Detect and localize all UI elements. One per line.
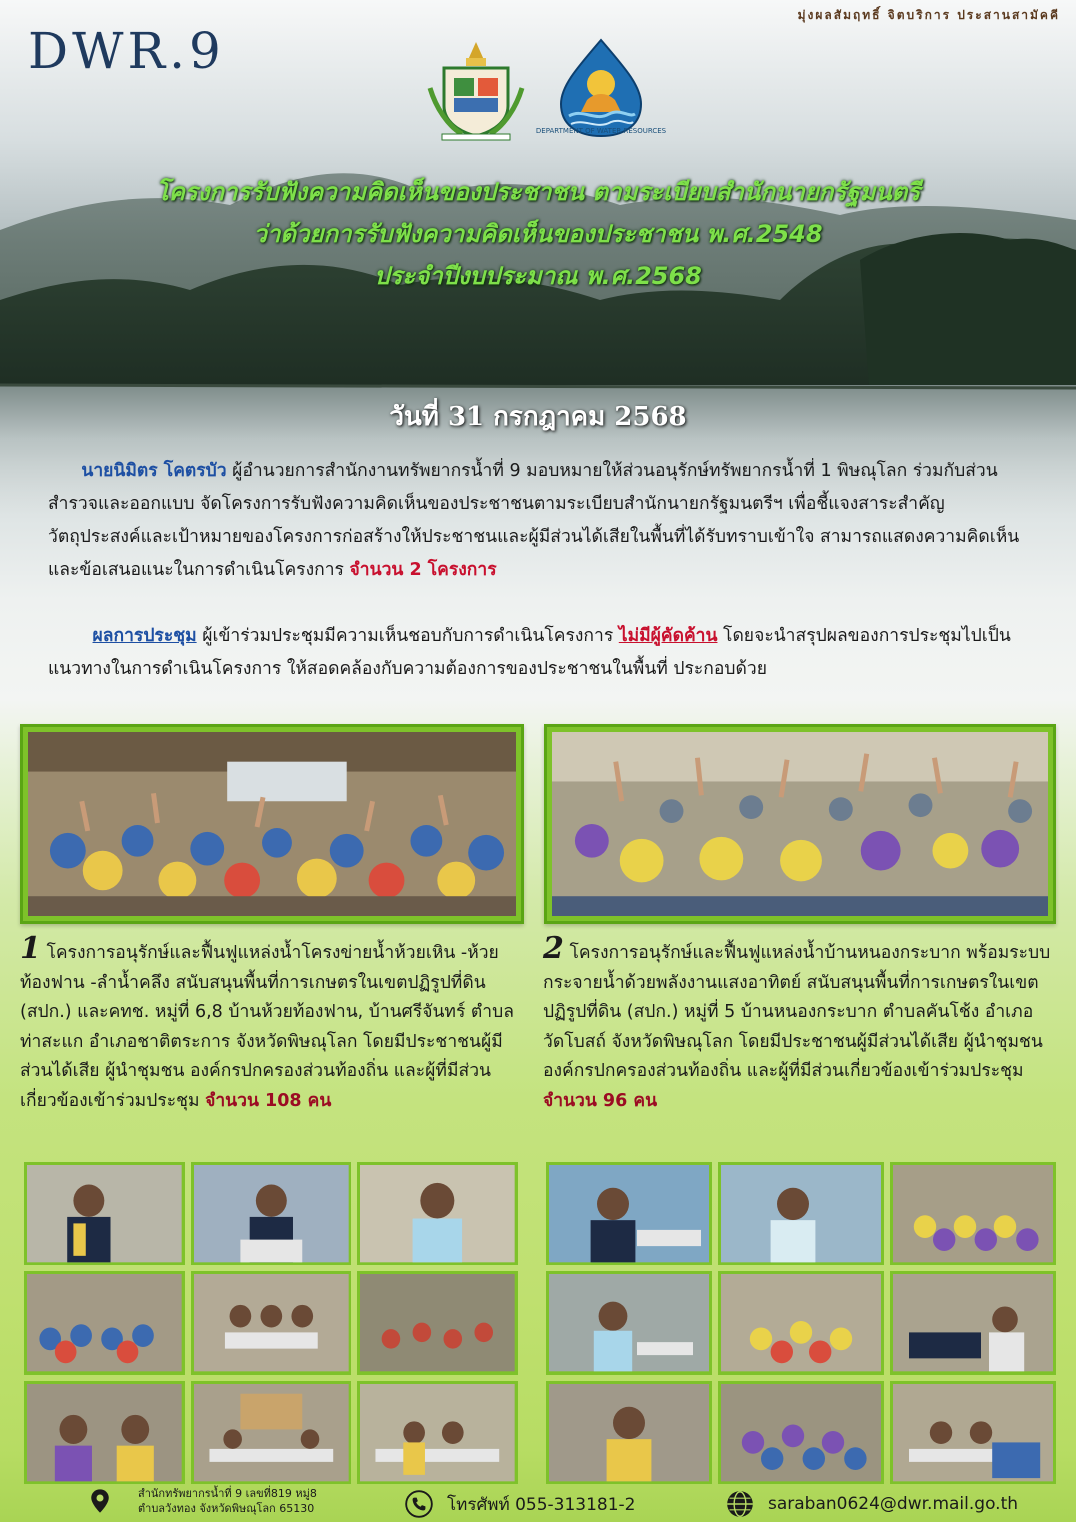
address-line-1: สำนักทรัพยากรน้ำที่ 9 เลขที่819 หมู่8 bbox=[138, 1487, 317, 1500]
project-1-description bbox=[20, 931, 520, 1116]
intro-text: ผู้อำนวยการสำนักงานทรัพยากรน้ำที่ 9 มอบหมายให้ส่วนอนุรักษ์ทรัพยากรน้ำที่ 1 พิษณุโลก ร่วมกับส่วนสำรวจและออกแบบ จัดโครงการรับฟังความคิดเห็นของประชาชนตามระเบียบสำนักนายกรัฐมนตรีฯ เพื่อชี้แจงสาระสำคัญ วัตถุประสงค์และเป้าหมายของโครงการก่อสร้างให้ประชาชนและผู้มีส่วนได้เสียในพื้นที่ได้รับทราบเข้าใจ สามารถแสดงความคิดเห็นและข้อเสนอแนะในการดำเนินโครงการ bbox=[48, 461, 1020, 580]
photo-thumbnail bbox=[191, 1162, 352, 1265]
photo-thumbnail bbox=[24, 1271, 185, 1374]
event-date: วันที่ 31 กรกฎาคม 2568 bbox=[389, 402, 687, 432]
project-2-text: โครงการอนุรักษ์และฟื้นฟูแหล่งน้ำบ้านหนองกระบาก พร้อมระบบกระจายน้ำด้วยพลังงานแสงอาทิตย์ สนับสนุนพื้นที่การเกษตรในเขตปฏิรูปที่ดิน (สปก.) หมู่ที่ 5 บ้านหนองกระบาก ตำบลคันโช้ง อำเภอวัดโบสถ์ จังหวัดพิษณุโลก โดยมีประชาชนผู้มีส่วนได้เสีย ผู้นำชุมชน องค์กรปกครองส่วนท้องถิ่น และผู้ที่มีส่วนเกี่ยวข้องเข้าร่วมประชุม bbox=[543, 943, 1051, 1081]
title-line-2: ว่าด้วยการรับฟังความคิดเห็นของประชาชน พ.ศ.2548 bbox=[253, 220, 823, 248]
brand-title: DWR.9 bbox=[28, 22, 225, 80]
photo-thumbnail bbox=[191, 1381, 352, 1484]
project-2-description bbox=[543, 931, 1053, 1116]
project-2-count: จำนวน 96 คน bbox=[543, 1090, 658, 1111]
photo-thumbnail bbox=[890, 1381, 1056, 1484]
photo-thumbnail bbox=[546, 1162, 712, 1265]
email-link[interactable]: saraban0624@dwr.mail.go.th bbox=[768, 1494, 1019, 1514]
photo-thumbnail bbox=[890, 1271, 1056, 1374]
project-2-main-photo bbox=[552, 732, 1048, 916]
photo-thumbnail bbox=[718, 1271, 884, 1374]
photo-thumbnail bbox=[718, 1381, 884, 1484]
project-1-count: จำนวน 108 คน bbox=[205, 1090, 332, 1111]
footer-email bbox=[726, 1490, 1018, 1518]
logo-text: DEPARTMENT OF WATER RESOURCES bbox=[535, 127, 667, 135]
location-pin-icon bbox=[86, 1487, 114, 1515]
globe-icon bbox=[726, 1490, 754, 1518]
project-2-photo-grid bbox=[546, 1162, 1056, 1484]
footer-phone bbox=[405, 1490, 636, 1518]
footer-address bbox=[86, 1486, 317, 1516]
project-1-number: 1 bbox=[20, 931, 41, 966]
water-resources-logo-icon bbox=[535, 38, 667, 138]
motto-text: มุ่งผลสัมฤทธิ์ จิตบริการ ประสานสามัคคี bbox=[797, 8, 1060, 22]
project-1-photo-grid bbox=[24, 1162, 518, 1484]
photo-thumbnail bbox=[546, 1271, 712, 1374]
phone-icon bbox=[405, 1490, 433, 1518]
photo-thumbnail bbox=[890, 1162, 1056, 1265]
photo-thumbnail bbox=[357, 1271, 518, 1374]
phone-text: โทรศัพท์ 055-313181-2 bbox=[447, 1494, 636, 1515]
photo-thumbnail bbox=[24, 1162, 185, 1265]
project-2-number: 2 bbox=[543, 931, 564, 966]
intro-paragraph bbox=[48, 455, 1028, 587]
photo-thumbnail bbox=[718, 1162, 884, 1265]
director-name: นายนิมิตร โคตรบัว bbox=[81, 461, 227, 481]
address-line-2: ตำบลวังทอง จังหวัดพิษณุโลก 65130 bbox=[138, 1502, 315, 1515]
result-text-1: ผู้เข้าร่วมประชุมมีความเห็นชอบกับการดำเนินโครงการ bbox=[196, 626, 619, 646]
title-line-1: โครงการรับฟังความคิดเห็นของประชาชน ตามระเบียบสำนักนายกรัฐมนตรี bbox=[155, 178, 921, 206]
result-label: ผลการประชุม bbox=[92, 626, 197, 646]
project-2-main-photo-frame bbox=[544, 724, 1056, 924]
title-line-3: ประจำปีงบประมาณ พ.ศ.2568 bbox=[374, 262, 702, 290]
project-1-text: โครงการอนุรักษ์และฟื้นฟูแหล่งน้ำโครงข่ายน้ำห้วยเหิน -ห้วยท้องฟาน -ลำน้ำคลึง สนับสนุนพื้นที่การเกษตรในเขตปฏิรูปที่ดิน (สปก.) และคทช. หมู่ที่ 6,8 บ้านห้วยท้องฟาน, บ้านศรีจันทร์ ตำบลท่าสะแก อำเภอชาติตระการ จังหวัดพิษณุโลก โดยมีประชาชนผู้มีส่วนได้เสีย ผู้นำชุมชน องค์กรปกครองส่วนท้องถิ่น และผู้ที่มีส่วนเกี่ยวข้องเข้าร่วมประชุม bbox=[20, 943, 514, 1111]
photo-thumbnail bbox=[546, 1381, 712, 1484]
project-1-main-photo-frame bbox=[20, 724, 524, 924]
footer bbox=[0, 1486, 1076, 1522]
photo-thumbnail bbox=[24, 1381, 185, 1484]
project-count: จำนวน 2 โครงการ bbox=[349, 560, 497, 580]
result-paragraph bbox=[48, 620, 1028, 686]
ministry-seal-icon bbox=[422, 38, 530, 142]
photo-thumbnail bbox=[357, 1381, 518, 1484]
photo-thumbnail bbox=[357, 1162, 518, 1265]
result-text-2: โดยจะนำสรุปผลของการประชุมไปเป็นแนวทางในการดำเนินโครงการ ให้สอดคล้องกับความต้องการของประชาชนในพื้นที่ ประกอบด้วย bbox=[48, 626, 1011, 679]
address-text bbox=[138, 1486, 317, 1516]
photo-thumbnail bbox=[191, 1271, 352, 1374]
project-1-main-photo bbox=[28, 732, 516, 916]
no-objection-text: ไม่มีผู้คัดค้าน bbox=[618, 626, 718, 646]
